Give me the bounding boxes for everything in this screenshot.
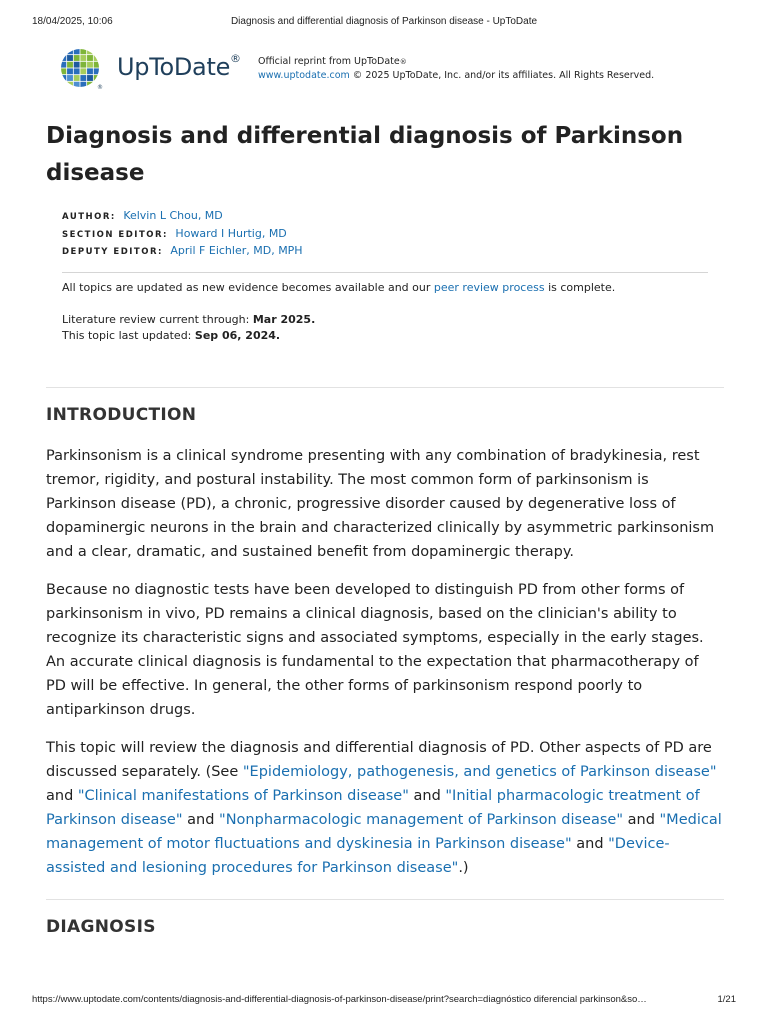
deputy-editor-row [62, 243, 303, 261]
svg-text:®: ® [97, 84, 103, 91]
literature-review-date: Literature review current through: Mar 2025. [62, 312, 316, 326]
peer-review-link[interactable]: peer review process [433, 281, 545, 294]
nonpharmacologic-topic-link[interactable]: "Nonpharmacologic management of Parkinson disease" [219, 812, 624, 828]
page-title: Diagnosis and differential diagnosis of Parkinson disease [46, 123, 684, 186]
print-datetime: 18/04/2025, 10:06 [32, 16, 113, 27]
update-notice: All topics are updated as new evidence becomes available and our peer review process is complete. [62, 281, 616, 294]
author-link[interactable]: Kelvin L Chou, MD [123, 209, 223, 222]
section-divider [46, 899, 724, 900]
logo-wordmark: UpToDate® [117, 52, 241, 81]
author-role: AUTHOR: [62, 212, 116, 222]
copyright-line: www.uptodate.com © 2025 UpToDate, Inc. and/or its affiliates. All Rights Reserved. [258, 70, 655, 81]
deputy-editor-link[interactable]: April F Eichler, MD, MPH [170, 244, 303, 257]
clinical-manifestations-topic-link[interactable]: "Clinical manifestations of Parkinson disease" [77, 788, 409, 804]
print-document-title: Diagnosis and differential diagnosis of Parkinson disease - UpToDate [230, 16, 538, 27]
page-number: 1/21 [717, 994, 736, 1005]
introduction-heading: INTRODUCTION [46, 405, 197, 425]
reprint-line: Official reprint from UpToDate® [258, 56, 407, 67]
introduction-paragraph-3: This topic will review the diagnosis and differential diagnosis of PD. Other aspects of PD are discussed separately. (See "Epidemiology, pathogenesis, and genetics of Parkinson disease" and "Clinical manifestations of Parkinson disease" and "Initial pharmacologic treatment of Parkinson disease" and "Nonpharmacologic management of Parkinson disease" and "Medical management of motor fluctuations and dyskinesia in Parkinson disease" and "Device-assisted and lesioning procedures for Parkinson disease".) [46, 740, 722, 876]
uptodate-site-link[interactable]: www.uptodate.com [258, 70, 350, 81]
author-row [62, 208, 303, 226]
introduction-paragraph-1: Parkinsonism is a clinical syndrome presenting with any combination of bradykinesia, rest tremor, rigidity, and postural instability. The most common form of parkinsonism is Parkinson disease (PD), a chronic, progressive disorder caused by degenerative loss of dopaminergic neurons in the brain and characterized clinically by asymmetric parkinsonism and a clear, dramatic, and sustained benefit from dopaminergic therapy. [46, 448, 715, 560]
section-editor-role: SECTION EDITOR: [62, 229, 168, 240]
author-list [62, 208, 303, 261]
introduction-body [46, 444, 722, 894]
introduction-paragraph-2: Because no diagnostic tests have been developed to distinguish PD from other forms of parkinsonism in vivo, PD remains a clinical diagnosis, based on the clinician's ability to recognize its characteristic signs and associated symptoms, especially in the early stages. An accurate clinical diagnosis is fundamental to the expectation that pharmacotherapy of PD will be effective. In general, the other forms of parkinsonism respond poorly to antiparkinson drugs. [46, 582, 704, 718]
initial-treatment-topic-link[interactable]: "Initial pharmacologic treatment of Parkinson disease" [46, 788, 700, 828]
section-editor-link[interactable]: Howard I Hurtig, MD [175, 226, 287, 240]
deputy-editor-role: DEPUTY EDITOR: [62, 247, 163, 257]
epidemiology-topic-link[interactable]: "Epidemiology, pathogenesis, and genetics of Parkinson disease" [242, 764, 717, 780]
reprint-notice [258, 55, 654, 83]
last-updated-date: This topic last updated: Sep 06, 2024. [62, 329, 281, 342]
print-header [32, 16, 736, 30]
topic-meta [62, 280, 615, 345]
motor-fluctuations-topic-link[interactable]: "Medical management of motor fluctuations and dyskinesia in Parkinson disease" [46, 812, 722, 852]
uptodate-logo-icon [60, 48, 102, 90]
print-footer [32, 994, 736, 1008]
print-url: https://www.uptodate.com/contents/diagnosis-and-differential-diagnosis-of-parkinson-disease/print?search=diagnóstico diferencial parkinson&so… [32, 994, 647, 1005]
diagnosis-heading: DIAGNOSIS [46, 917, 156, 937]
section-divider [46, 387, 724, 388]
device-assisted-topic-link[interactable]: "Device-assisted and lesioning procedures for Parkinson disease" [46, 836, 670, 876]
section-editor-row [62, 226, 303, 244]
meta-divider [62, 272, 708, 273]
